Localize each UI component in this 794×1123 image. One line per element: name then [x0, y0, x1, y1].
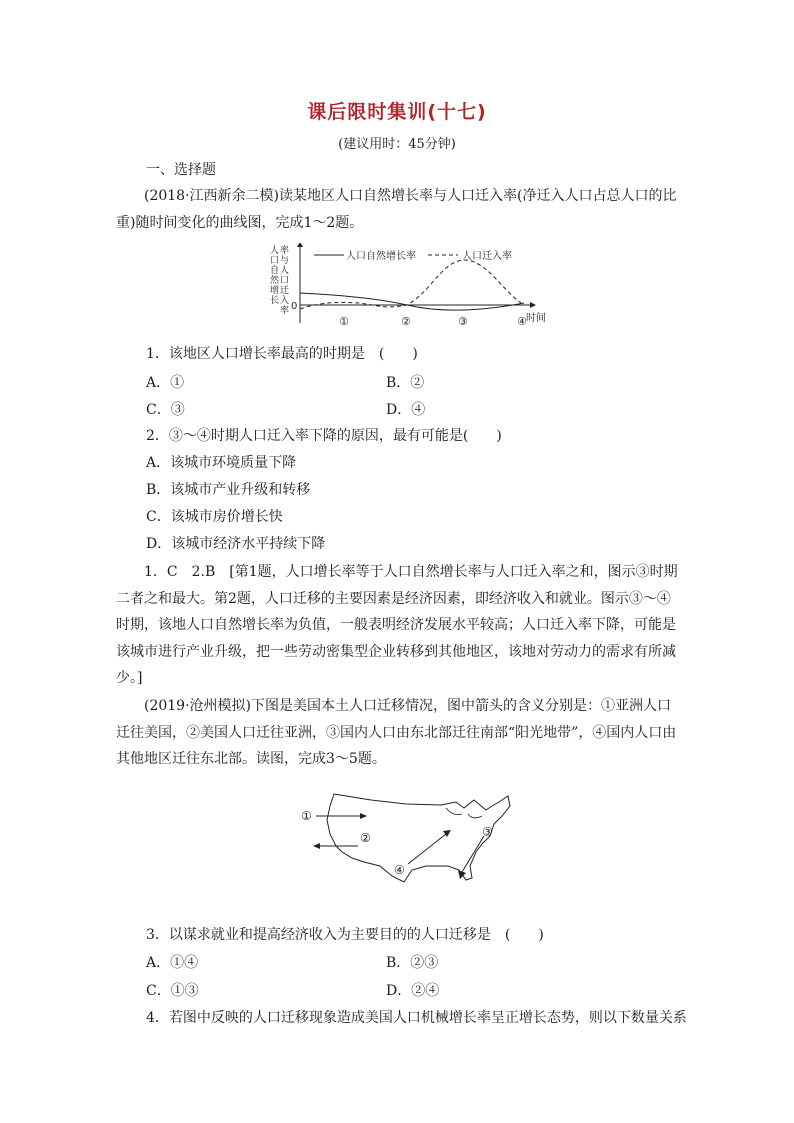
q3-stem: 3．以谋求就业和提高经济收入为主要目的的人口迁移是 ( ) [146, 927, 544, 943]
q2-option-a: A．该城市环境质量下降 [146, 455, 297, 471]
q1-option-a: A．① [146, 375, 185, 391]
map-label-1: ① [301, 809, 312, 823]
legend-migration: 人口迁入率 [462, 251, 512, 262]
map-label-4: ④ [394, 863, 405, 877]
x-tick-3: ③ [458, 315, 468, 328]
page-subtitle: (建议用时：45分钟) [338, 137, 456, 152]
q2-option-d: D．该城市经济水平持续下降 [146, 536, 326, 552]
chart-y-arrow-icon [297, 243, 303, 247]
arrow-1-head-icon [360, 813, 367, 819]
q2-option-c: C．该城市房价增长快 [146, 509, 283, 525]
chart-xlabel: 时间 [526, 313, 546, 324]
q1-option-b: B．② [386, 375, 425, 391]
q2-option-b: B．该城市产业升级和转移 [146, 482, 311, 498]
map-label-2: ② [360, 831, 371, 845]
page-title: 课后限时集训(十七) [307, 101, 487, 123]
intro-q1-2: (2018·江西新余二模)读某地区人口自然增长率与人口迁入率(净迁入人口占总人口的比重)随时间变化的曲线图，完成1～2题。 [116, 188, 677, 231]
x-tick-4: ④ [517, 315, 527, 328]
section-heading: 一、选择题 [146, 162, 216, 178]
q3-option-c: C．①③ [146, 983, 199, 999]
map-label-3: ③ [482, 825, 493, 839]
q3-option-a: A．①④ [146, 955, 199, 971]
chart-origin-label: 0 [291, 301, 298, 312]
series-migration-line [300, 260, 524, 309]
arrow-3 [462, 836, 484, 872]
q2-stem: 2．③～④时期人口迁入率下降的原因，最有可能是( ) [146, 428, 502, 444]
chart-ylabel: 人口自然增长率与人口迁入率 [270, 246, 290, 316]
population-rate-chart [262, 243, 562, 335]
answer-q1-2: 1．C 2.B [第1题，人口增长率等于人口自然增长率与人口迁入率之和，图示③时期二者之和最大。第2题，人口迁移的主要因素是经济因素，即经济收入和就业。图示③～④时期，该地人口自然增长率为负值，一般表明经济发展水平较高；人口迁入率下降，可能是该城市进行产业升级，把一些劳动密集型企业转移到其他地区，该地对劳动力的需求有所减少。] [116, 564, 678, 686]
us-migration-map [296, 786, 526, 896]
q3-option-b: B．②③ [386, 955, 439, 971]
x-tick-1: ① [339, 315, 349, 328]
x-tick-2: ② [401, 315, 411, 328]
legend-natural-growth: 人口自然增长率 [346, 251, 416, 262]
q1-option-c: C．③ [146, 402, 185, 418]
arrow-4 [408, 834, 446, 864]
great-lakes [446, 808, 482, 818]
arrow-2-head-icon [313, 843, 320, 849]
chart-x-arrow-icon [530, 302, 536, 308]
q1-stem: 1．该地区人口增长率最高的时期是 ( ) [146, 346, 418, 362]
q3-option-d: D．②④ [386, 983, 440, 999]
intro-q3-5: (2019·沧州模拟)下图是美国本土人口迁移情况，图中箭头的含义分别是：①亚洲人口迁往美国，②美国人口迁往亚洲，③国内人口由东北部迁往南部“阳光地带”，④国内人口由其他地区迁往东北部。读图，完成3～5题。 [116, 698, 677, 767]
q1-option-d: D．④ [386, 402, 426, 418]
q4-stem: 4．若图中反映的人口迁移现象造成美国人口机械增长率呈正增长态势，则以下数量关系 [146, 1010, 687, 1026]
